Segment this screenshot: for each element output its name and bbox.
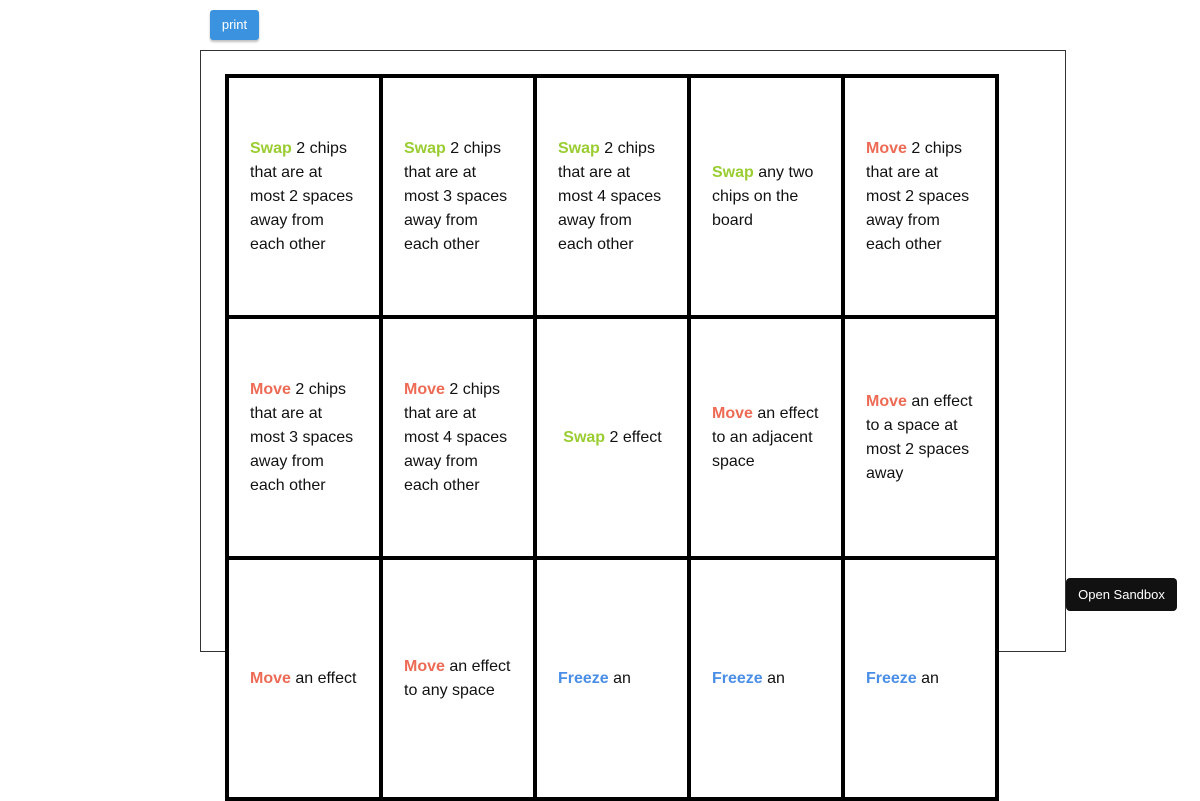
card-verb: Move <box>866 392 907 410</box>
card-description: 2 chips that are at most 2 spaces away from each other <box>250 139 354 253</box>
card-description: an <box>613 669 631 687</box>
card-description: an effect <box>295 669 357 687</box>
card-text <box>404 655 513 703</box>
action-card <box>691 319 841 556</box>
card-description: 2 chips that are at most 3 spaces away from each other <box>250 380 354 494</box>
card-description: an <box>767 669 785 687</box>
card-verb: Swap <box>563 428 606 446</box>
card-description: any two chips on the board <box>712 163 814 229</box>
card-description: an <box>921 669 939 687</box>
card-verb: Move <box>250 380 291 398</box>
action-card <box>537 560 687 797</box>
action-card <box>845 319 995 556</box>
card-description: an effect to a space at most 2 spaces away <box>866 392 973 482</box>
action-card <box>845 560 995 797</box>
card-verb: Freeze <box>712 669 763 687</box>
card-grid <box>225 74 999 801</box>
card-text <box>712 161 821 233</box>
action-card <box>537 319 687 556</box>
action-card <box>691 78 841 315</box>
action-card <box>383 319 533 556</box>
card-text <box>250 667 356 691</box>
card-text <box>404 137 513 257</box>
card-description: 2 chips that are at most 4 spaces away from each other <box>404 380 508 494</box>
card-verb: Move <box>404 380 445 398</box>
card-verb: Swap <box>250 139 292 157</box>
action-card <box>537 78 687 315</box>
action-card <box>383 78 533 315</box>
card-text <box>712 667 785 691</box>
card-verb: Swap <box>712 163 754 181</box>
card-description: an effect to an adjacent space <box>712 404 819 470</box>
card-text <box>558 137 667 257</box>
print-button[interactable]: print <box>210 10 259 40</box>
action-card <box>229 319 379 556</box>
card-verb: Move <box>250 669 291 687</box>
card-verb: Swap <box>404 139 446 157</box>
open-sandbox-button[interactable]: Open Sandbox <box>1066 578 1177 611</box>
card-verb: Freeze <box>866 669 917 687</box>
card-text <box>866 137 975 257</box>
card-text <box>866 390 975 486</box>
action-card <box>229 560 379 797</box>
card-description: 2 chips that are at most 3 spaces away from each other <box>404 139 508 253</box>
action-card <box>691 560 841 797</box>
card-verb: Freeze <box>558 669 609 687</box>
card-description: an effect to any space <box>404 657 511 699</box>
card-verb: Move <box>866 139 907 157</box>
card-description: 2 chips that are at most 2 spaces away from each other <box>866 139 970 253</box>
card-text <box>250 137 359 257</box>
card-text <box>404 378 513 498</box>
card-description: 2 chips that are at most 4 spaces away from each other <box>558 139 662 253</box>
card-text <box>712 402 821 474</box>
card-text <box>563 426 661 450</box>
card-text <box>866 667 939 691</box>
action-card <box>229 78 379 315</box>
card-text <box>250 378 359 498</box>
card-verb: Move <box>712 404 753 422</box>
action-card <box>845 78 995 315</box>
card-text <box>558 667 631 691</box>
card-verb: Swap <box>558 139 600 157</box>
action-card <box>383 560 533 797</box>
card-description: 2 effect <box>609 428 662 446</box>
card-verb: Move <box>404 657 445 675</box>
